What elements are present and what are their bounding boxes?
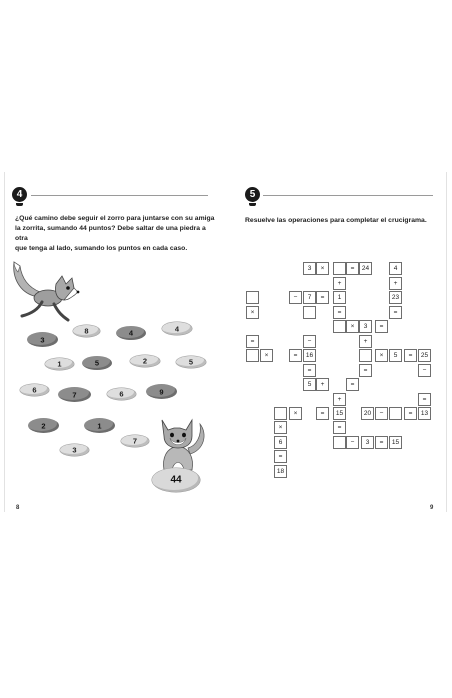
crossword-cell: − — [418, 364, 431, 377]
crossword-cell: × — [246, 306, 259, 319]
stone — [73, 325, 100, 337]
crossword-cell: 5 — [389, 349, 402, 362]
crossword-cell[interactable] — [333, 262, 346, 275]
instruction-text: Resuelve las operaciones para completar el crucigrama. — [245, 217, 427, 224]
stone — [130, 355, 160, 367]
stone-points: 7 — [72, 390, 77, 399]
stone-points: 5 — [188, 357, 194, 367]
crossword-cell: + — [333, 393, 346, 406]
stone-points: 1 — [57, 359, 62, 369]
stone — [60, 444, 89, 456]
crossword-cell: × — [274, 421, 287, 434]
stone — [107, 388, 136, 400]
crossword-cell: = — [389, 306, 402, 319]
crossword-cell: 15 — [389, 436, 402, 449]
left-page-edge — [4, 172, 5, 512]
exercise-5-badge — [245, 187, 260, 206]
stone — [121, 435, 149, 447]
exercise-number: 4 — [16, 189, 23, 200]
crossword-cell: × — [346, 320, 359, 333]
header-rule — [263, 195, 433, 196]
header-rule — [31, 195, 208, 196]
stone-points: 4 — [174, 324, 180, 333]
stone-points: 1 — [97, 421, 102, 430]
stone-points: 2 — [41, 421, 46, 430]
crossword-cell: + — [359, 335, 372, 348]
stone-points: 3 — [40, 335, 45, 344]
crossword-cell: = — [375, 320, 388, 333]
crossword-cell: = — [289, 349, 302, 362]
stone — [116, 326, 146, 340]
stone-points: 7 — [132, 436, 138, 446]
crossword-cell[interactable] — [333, 320, 346, 333]
exercise-number: 5 — [249, 189, 256, 200]
crossword-cell[interactable] — [246, 349, 259, 362]
stone — [82, 356, 112, 370]
crossword-cell: = — [404, 407, 417, 420]
instruction-text — [15, 214, 215, 254]
stone-points: 4 — [128, 328, 134, 338]
page-number-right: 9 — [430, 505, 434, 511]
stone-points: 6 — [32, 385, 37, 395]
running-fox-illustration — [10, 258, 82, 324]
lightbulb-icon — [12, 187, 27, 202]
lightbulb-icon — [245, 187, 260, 202]
crossword-cell: = — [346, 378, 359, 391]
stone — [58, 387, 91, 402]
exercise-4-badge — [12, 187, 27, 206]
crossword-cell: = — [418, 393, 431, 406]
crossword-cell: − — [289, 291, 302, 304]
stone-points: 3 — [72, 445, 77, 455]
right-page-edge — [446, 172, 447, 512]
crossword-cell: = — [246, 335, 259, 348]
goal-points: 44 — [170, 474, 182, 486]
stone — [45, 358, 74, 370]
crossword-cell: − — [375, 407, 388, 420]
stone — [28, 418, 59, 433]
crossword-cell: − — [346, 436, 359, 449]
stone-points: 6 — [119, 389, 124, 399]
crossword-cell: 20 — [361, 407, 374, 420]
crossword-cell: × — [375, 349, 388, 362]
crossword-cell: 13 — [418, 407, 431, 420]
crossword-cell: = — [359, 364, 372, 377]
stone-points: 9 — [159, 387, 164, 396]
crossword-cell: + — [316, 378, 329, 391]
crossword-cell: = — [303, 364, 316, 377]
instruction-line: que tenga al lado, sumando los puntos en cada caso. — [15, 245, 188, 252]
crossword-cell: 3 — [361, 436, 374, 449]
crossword-cell: 3 — [303, 262, 316, 275]
crossword-cell: = — [375, 436, 388, 449]
crossword-cell[interactable] — [246, 291, 259, 304]
stone-points: 8 — [84, 326, 89, 336]
crossword-cell: 3 — [359, 320, 372, 333]
crossword-cell[interactable] — [274, 407, 287, 420]
crossword-cell: 15 — [333, 407, 346, 420]
crossword-cell: 18 — [274, 465, 287, 478]
stone — [20, 384, 49, 396]
crossword-cell: 4 — [389, 262, 402, 275]
crossword-cell[interactable] — [333, 436, 346, 449]
crossword-cell: = — [346, 262, 359, 275]
crossword-cell: 25 — [418, 349, 431, 362]
stone — [146, 384, 177, 399]
crossword-cell: 23 — [389, 291, 402, 304]
goal-stone — [152, 468, 200, 492]
crossword-cell: 6 — [274, 436, 287, 449]
instruction-line: ¿Qué camino debe seguir el zorro para juntarse con su amiga — [15, 215, 215, 222]
stone — [162, 322, 192, 335]
crossword-cell: 7 — [303, 291, 316, 304]
stone — [27, 332, 58, 347]
crossword-cell: 24 — [359, 262, 372, 275]
page-number-left: 8 — [16, 505, 20, 511]
crossword-cell[interactable] — [389, 407, 402, 420]
crossword-cell: = — [316, 291, 329, 304]
sitting-fox-illustration — [150, 414, 210, 476]
crossword-cell: = — [333, 421, 346, 434]
crossword-cell: = — [274, 450, 287, 463]
crossword-cell: × — [289, 407, 302, 420]
stone-points: 2 — [142, 356, 148, 366]
crossword-cell: 5 — [303, 378, 316, 391]
crossword-cell: − — [303, 335, 316, 348]
crossword-cell[interactable] — [303, 306, 316, 319]
crossword-cell: = — [404, 349, 417, 362]
crossword-cell: + — [389, 277, 402, 290]
stone — [176, 356, 206, 368]
stone-points: 5 — [94, 358, 100, 368]
instruction-line: la zorrita, sumando 44 puntos? Debe saltar de una piedra a otra — [15, 225, 206, 242]
crossword-cell[interactable] — [359, 349, 372, 362]
crossword-cell: × — [316, 262, 329, 275]
stone — [84, 418, 115, 433]
crossword-cell: = — [333, 306, 346, 319]
crossword-cell: + — [333, 277, 346, 290]
crossword-cell: = — [316, 407, 329, 420]
crossword-cell: 1 — [333, 291, 346, 304]
crossword-cell: × — [260, 349, 273, 362]
crossword-cell: 16 — [303, 349, 316, 362]
